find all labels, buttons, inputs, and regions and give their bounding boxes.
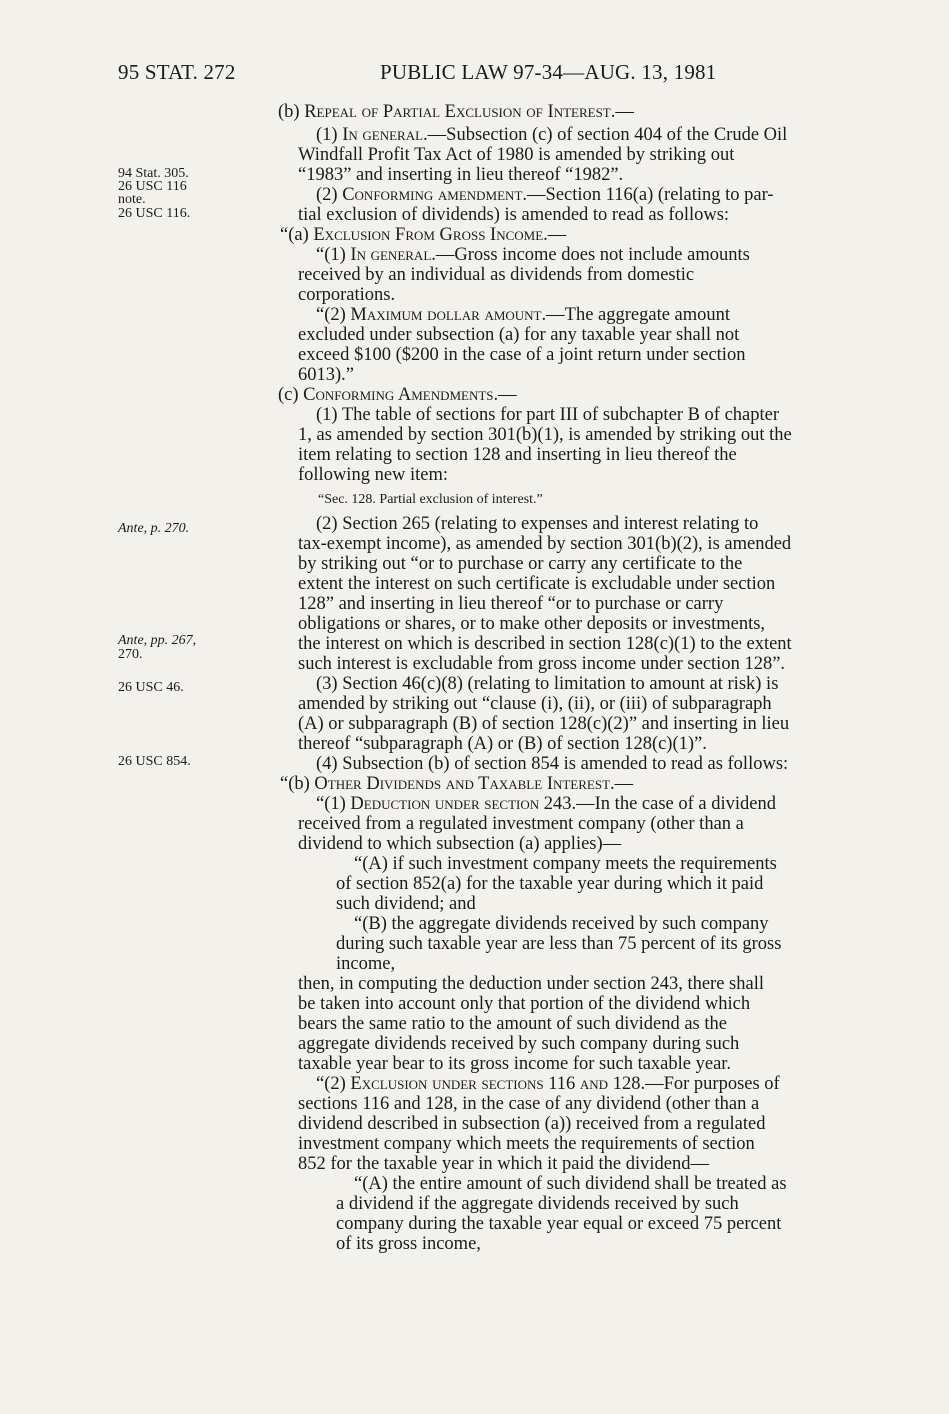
text-span: (1) [316, 125, 343, 145]
text-span: —Section 116(a) (relating to par- [527, 185, 774, 205]
text-line [316, 794, 776, 814]
text-line: 128” and inserting in lieu thereof “or to purchase or carry [298, 594, 724, 614]
text-span: “(2) [316, 305, 351, 325]
text-line: then, in computing the deduction under section 243, there shall [298, 974, 764, 994]
text-span: Exclusion under sections 116 and 128. [350, 1074, 646, 1094]
text-span: —For purposes of [645, 1074, 780, 1094]
text-line: such dividend; and [336, 894, 476, 914]
text-line: item relating to section 128 and inserting in lieu thereof the [298, 445, 737, 465]
text-span: Exclusion From Gross Income.— [313, 225, 567, 245]
text-line: bears the same ratio to the amount of such dividend as the [298, 1014, 727, 1034]
text-span: “(b) [280, 774, 315, 794]
text-line: thereof “subparagraph (A) or (B) of section 128(c)(1)”. [298, 734, 707, 754]
text-line [316, 1074, 780, 1094]
text-line: (2) Section 265 (relating to expenses and interest relating to [316, 514, 759, 534]
text-line: a dividend if the aggregate dividends received by such [336, 1194, 739, 1214]
text-span: —Gross income does not include amounts [435, 245, 750, 265]
page-running-title: PUBLIC LAW 97-34—AUG. 13, 1981 [380, 60, 717, 84]
margin-note: 270. [118, 647, 143, 662]
text-line [280, 225, 566, 245]
text-span: —In the case of a dividend [576, 794, 776, 814]
margin-note: Ante, pp. 267, [118, 633, 197, 648]
text-span: Conforming Amendments.— [303, 385, 517, 405]
text-line: received by an individual as dividends from domestic [298, 265, 695, 285]
text-span: Other Dividends and Taxable Interest.— [314, 774, 634, 794]
text-span: (b) [278, 102, 305, 122]
text-line: dividend described in subsection (a)) received from a regulated [298, 1114, 766, 1134]
text-span: —The aggregate amount [546, 305, 731, 325]
text-line: company during the taxable year equal or exceed 75 percent [336, 1214, 782, 1234]
text-line: income, [336, 954, 396, 974]
text-line: received from a regulated investment company (other than a [298, 814, 744, 834]
text-line: (4) Subsection (b) of section 854 is amended to read as follows: [316, 754, 789, 774]
text-line [316, 245, 750, 265]
text-line: (1) The table of sections for part III of subchapter B of chapter [316, 405, 780, 425]
text-span: In general. [350, 245, 436, 265]
text-line: of its gross income, [336, 1234, 481, 1254]
section-c-heading [278, 385, 517, 405]
text-span: “(a) [280, 225, 314, 245]
text-line: the interest on which is described in section 128(c)(1) to the extent [298, 634, 792, 654]
text-line: 852 for the taxable year in which it paid the dividend— [298, 1154, 709, 1174]
text-span: Conforming amendment. [342, 185, 528, 205]
text-line: be taken into account only that portion of the dividend which [298, 994, 751, 1014]
text-line: such interest is excludable from gross income under section 128”. [298, 654, 786, 674]
text-span: In general. [342, 125, 428, 145]
margin-note: 94 Stat. 305. [118, 166, 189, 181]
text-line: tax-exempt income), as amended by section 301(b)(2), is amended [298, 534, 792, 554]
text-line: of section 852(a) for the taxable year during which it paid [336, 874, 764, 894]
text-span: “(2) [316, 1074, 351, 1094]
text-line: extent the interest on such certificate is excludable under section [298, 574, 776, 594]
text-line: excluded under subsection (a) for any taxable year shall not [298, 325, 740, 345]
text-line [316, 185, 774, 205]
text-span: Deduction under section 243. [350, 794, 577, 814]
text-line [316, 125, 787, 145]
margin-note: 26 USC 46. [118, 680, 184, 695]
text-line: during such taxable year are less than 75 percent of its gross [336, 934, 782, 954]
subsection-b-heading [280, 774, 633, 794]
margin-note: note. [118, 192, 146, 207]
section-b-heading [278, 102, 634, 122]
margin-note: 26 USC 854. [118, 754, 191, 769]
text-span: “(1) [316, 794, 351, 814]
text-line: following new item: [298, 465, 449, 485]
text-span: —Subsection (c) of section 404 of the Crude Oil [427, 125, 788, 145]
table-item-line: “Sec. 128. Partial exclusion of interest.” [318, 492, 543, 507]
text-line: sections 116 and 128, in the case of any dividend (other than a [298, 1094, 760, 1114]
text-line: dividend to which subsection (a) applies)— [298, 834, 622, 854]
text-span: Repeal of Partial Exclusion of Interest.— [304, 102, 634, 122]
text-line: (3) Section 46(c)(8) (relating to limitation to amount at risk) is [316, 674, 779, 694]
text-line: 6013).” [298, 365, 354, 385]
margin-note: Ante, p. 270. [118, 521, 190, 536]
text-line: taxable year bear to its gross income for such taxable year. [298, 1054, 732, 1074]
page-stat-number: 95 STAT. 272 [118, 60, 236, 84]
text-line: Windfall Profit Tax Act of 1980 is amended by striking out [298, 145, 735, 165]
text-span: Maximum dollar amount. [350, 305, 547, 325]
text-span: “(1) [316, 245, 351, 265]
text-line: obligations or shares, or to make other deposits or investments, [298, 614, 766, 634]
text-line: 1, as amended by section 301(b)(1), is amended by striking out the [298, 425, 792, 445]
text-line: “(B) the aggregate dividends received by such company [354, 914, 769, 934]
text-line: tial exclusion of dividends) is amended to read as follows: [298, 205, 730, 225]
text-line: corporations. [298, 285, 396, 305]
text-line: “(A) the entire amount of such dividend shall be treated as [354, 1174, 787, 1194]
text-line: “1983” and inserting in lieu thereof “1982”. [298, 165, 624, 185]
margin-note: 26 USC 116. [118, 206, 191, 221]
text-line: aggregate dividends received by such company during such [298, 1034, 740, 1054]
text-line: amended by striking out “clause (i), (ii), or (iii) of subparagraph [298, 694, 772, 714]
text-line: investment company which meets the requirements of section [298, 1134, 755, 1154]
text-line: (A) or subparagraph (B) of section 128(c)(2)” and inserting in lieu [298, 714, 790, 734]
text-line: by striking out “or to purchase or carry any certificate to the [298, 554, 743, 574]
text-line [316, 305, 730, 325]
text-span: (c) [278, 385, 304, 405]
text-line: “(A) if such investment company meets the requirements [354, 854, 777, 874]
margin-note: 26 USC 116 [118, 179, 187, 194]
text-span: (2) [316, 185, 343, 205]
text-line: exceed $100 ($200 in the case of a joint return under section [298, 345, 746, 365]
